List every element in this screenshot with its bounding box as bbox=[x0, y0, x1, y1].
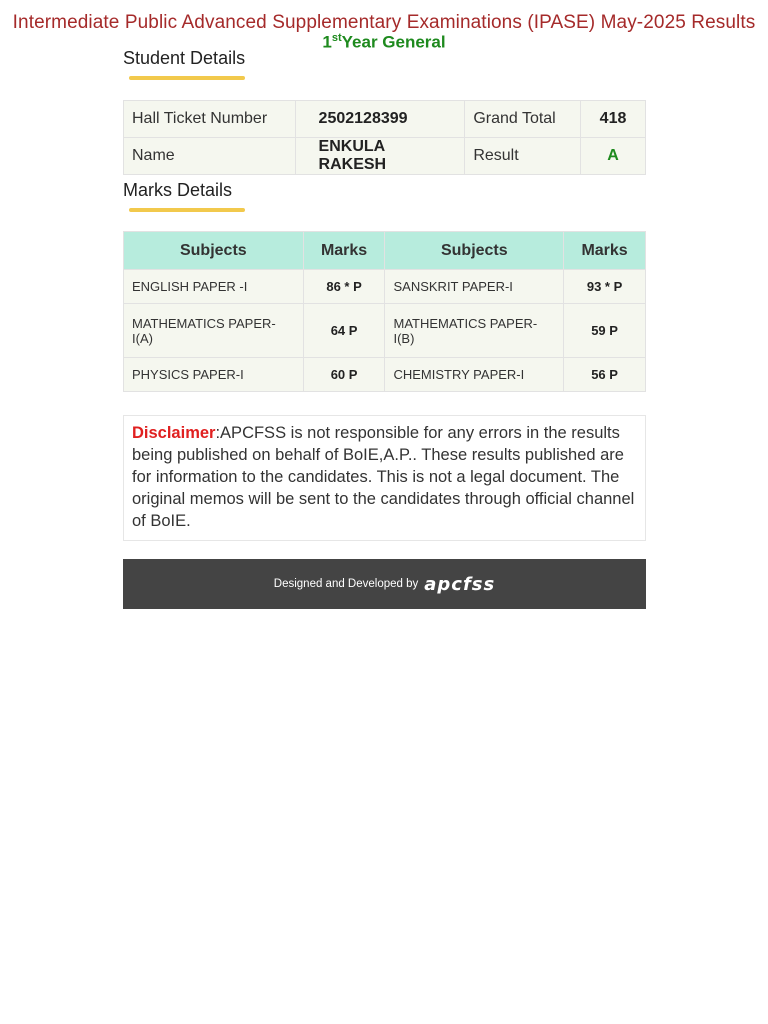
subject-cell: ENGLISH PAPER -I bbox=[124, 270, 304, 304]
mark-cell: 60 P bbox=[303, 358, 385, 392]
subject-cell: CHEMISTRY PAPER-I bbox=[385, 358, 564, 392]
table-row bbox=[124, 101, 646, 138]
footer bbox=[123, 559, 646, 609]
student-details-table bbox=[123, 100, 646, 175]
apcfss-logo[interactable]: apcfss bbox=[424, 573, 496, 595]
subject-cell: MATHEMATICS PAPER-I(B) bbox=[385, 304, 564, 358]
subject-cell: SANSKRIT PAPER-I bbox=[385, 270, 564, 304]
student-details-heading: Student Details bbox=[123, 48, 246, 68]
disclaimer-text: :APCFSS is not responsible for any errors in the results being published on behalf of BoIE,A.P.. These results published are for information to the candidates. This is not a legal document. The original memos will be sent to the candidates through official channel of BoIE. bbox=[132, 424, 635, 530]
marks-details-heading: Marks Details bbox=[123, 180, 233, 200]
column-header-marks: Marks bbox=[564, 232, 646, 270]
column-header-marks: Marks bbox=[303, 232, 385, 270]
hall-ticket-label: Hall Ticket Number bbox=[124, 101, 296, 138]
year-label: Year General bbox=[341, 32, 446, 52]
year-suffix: st bbox=[331, 32, 342, 44]
footer-credit-text: Designed and Developed by bbox=[273, 578, 419, 590]
disclaimer-label: Disclaimer bbox=[132, 424, 216, 442]
student-heading-underline bbox=[129, 76, 245, 80]
column-header-subjects: Subjects bbox=[124, 232, 304, 270]
table-header-row bbox=[124, 232, 646, 270]
subject-cell: MATHEMATICS PAPER-I(A) bbox=[124, 304, 304, 358]
hall-ticket-value: 2502128399 bbox=[295, 101, 465, 138]
name-value: ENKULA RAKESH bbox=[295, 138, 465, 175]
name-label: Name bbox=[124, 138, 296, 175]
mark-cell: 59 P bbox=[564, 304, 646, 358]
disclaimer-box bbox=[123, 415, 646, 541]
table-row bbox=[124, 304, 646, 358]
column-header-subjects: Subjects bbox=[385, 232, 564, 270]
year-number: 1 bbox=[322, 32, 332, 52]
result-label: Result bbox=[465, 138, 581, 175]
table-row bbox=[124, 138, 646, 175]
page-title: Intermediate Public Advanced Supplementary Examinations (IPASE) May-2025 Results bbox=[12, 12, 756, 33]
table-row bbox=[124, 270, 646, 304]
marks-table bbox=[123, 231, 646, 392]
mark-cell: 56 P bbox=[564, 358, 646, 392]
year-subtitle bbox=[0, 32, 768, 53]
grand-total-value: 418 bbox=[581, 101, 646, 138]
mark-cell: 86 * P bbox=[303, 270, 385, 304]
mark-cell: 64 P bbox=[303, 304, 385, 358]
result-value: A bbox=[581, 138, 646, 175]
grand-total-label: Grand Total bbox=[465, 101, 581, 138]
table-row bbox=[124, 358, 646, 392]
marks-heading-underline bbox=[129, 208, 245, 212]
mark-cell: 93 * P bbox=[564, 270, 646, 304]
subject-cell: PHYSICS PAPER-I bbox=[124, 358, 304, 392]
